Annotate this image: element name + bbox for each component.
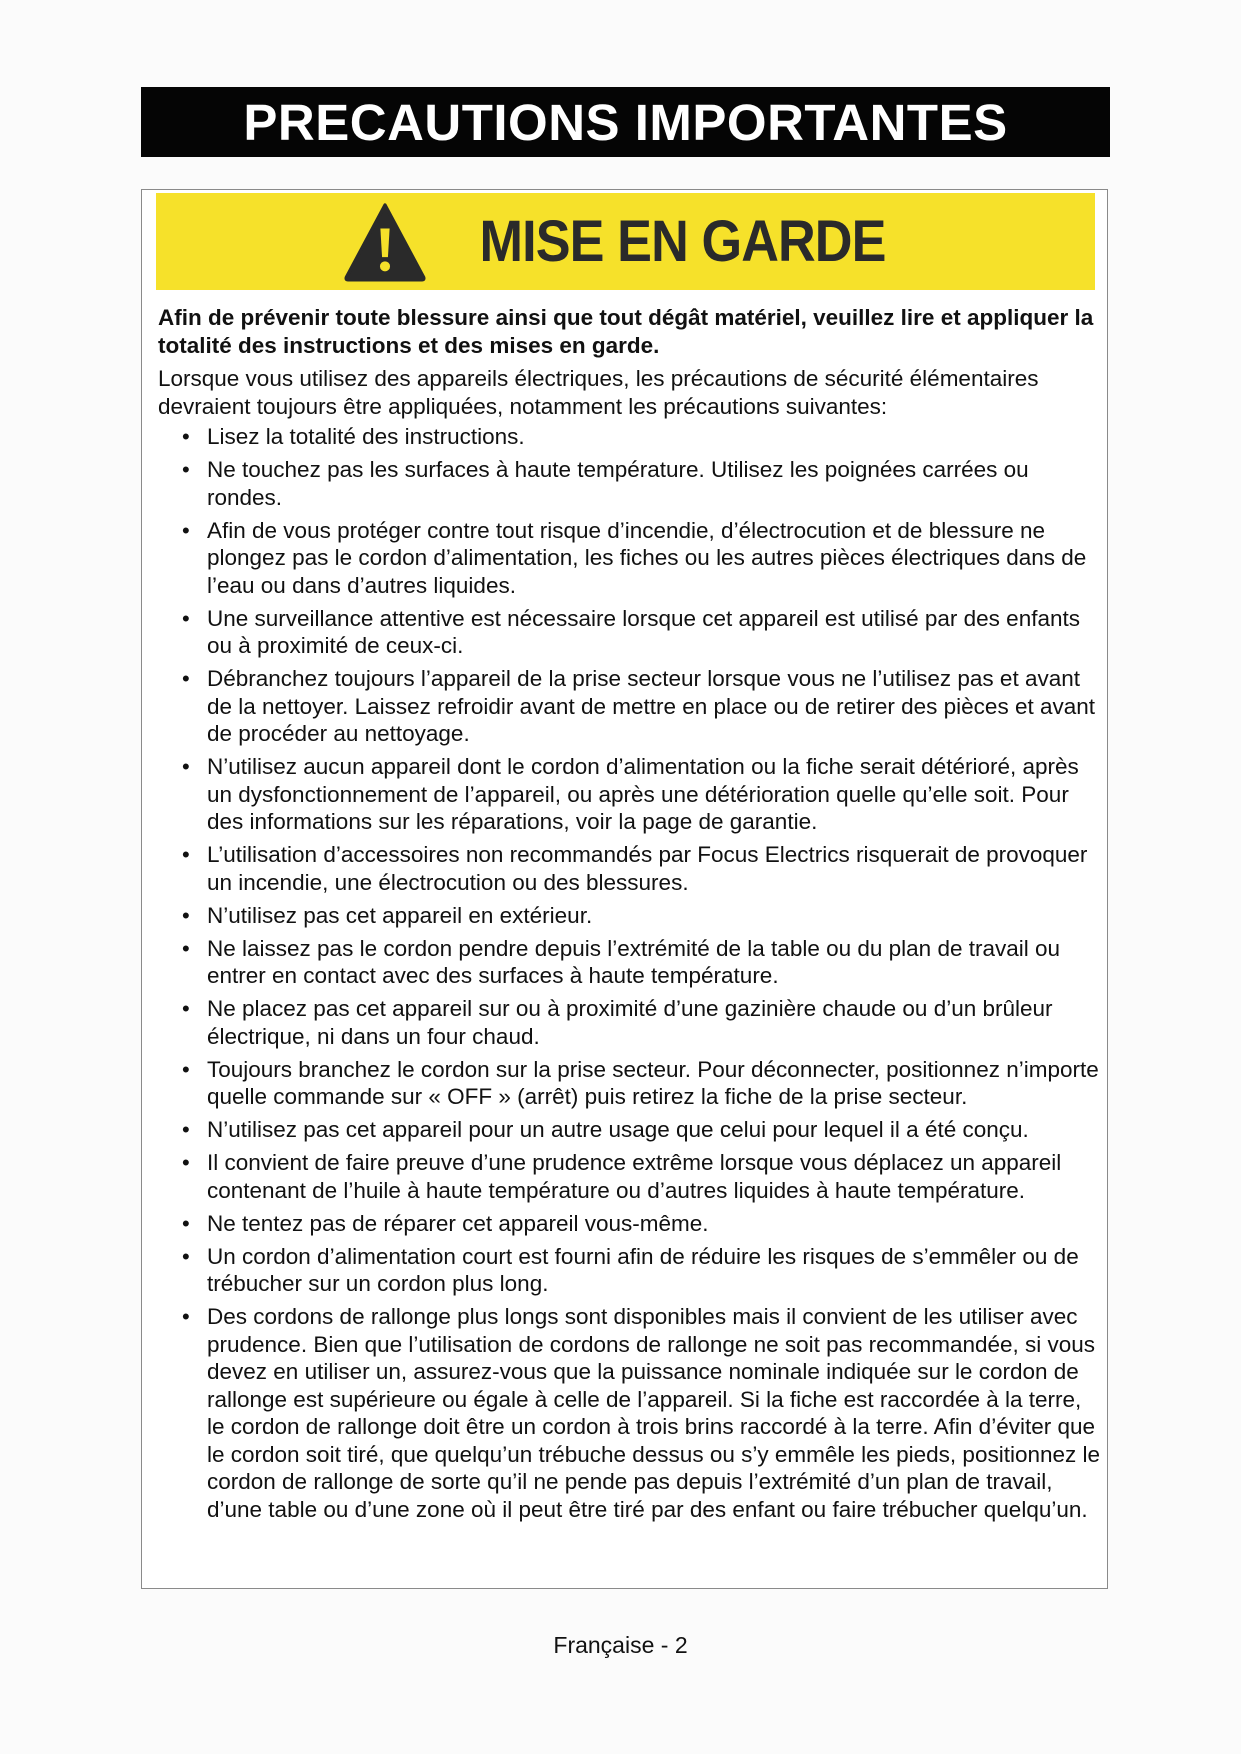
caution-banner [156,193,1095,290]
list-item: • N’utilisez pas cet appareil pour un autre usage que celui pour lequel il a été conçu. [182,1117,1029,1142]
list-item: • Ne placez pas cet appareil sur ou à proximité d’une gazinière chaude ou d’un brûleur électrique, ni dans un four chaud. [182,996,1053,1049]
bullet-icon: • [182,1243,190,1269]
list-item: • Ne touchez pas les surfaces à haute température. Utilisez les poignées carrées ou rondes. [182,457,1029,510]
bullet-icon: • [182,935,190,961]
bullet-icon: • [182,1210,190,1236]
bullet-icon: • [182,1117,190,1142]
list-item: • Débranchez toujours l’appareil de la prise secteur lorsque vous ne l’utilisez pas et avant de la nettoyer. Laissez refroidir avant de mettre en place ou de retirer des pièces et avant de procéder au nettoyage. [182,666,1096,746]
list-item: • Afin de vous protéger contre tout risque d’incendie, d’électrocution et de blessure ne plongez pas le cordon d’alimentation, les fiches ou les autres pièces électriques dans de l’eau ou dans d’autres liquides. [182,517,1087,598]
list-item: • Des cordons de rallonge plus longs sont disponibles mais il convient de les utiliser avec prudence. Bien que l’utilisation de cordons de rallonge ne soit pas recommandée, si vous devez en utiliser un, assurez-vous que la puissance nominale indiquée sur le cordon de rallonge est supérieure ou égale à celle de l’appareil. Si la fiche est raccordée à la terre, le cordon de rallonge doit être un cordon à trois brins raccordé à la terre. Afin d’éviter que le cordon soit tiré, que quelqu’un trébuche dessus ou s’y emmêle les pieds, positionnez le cordon de rallonge de sorte qu’il ne pende pas depuis l’extrémité d’un plan de travail, d’une table ou d’une zone où il peut être tiré par des enfant ou faire trébucher quelqu’un. [182,1304,1101,1522]
bullet-icon: • [182,1056,190,1082]
bullet-icon: • [182,1304,190,1329]
bullet-icon: • [182,1150,190,1175]
list-item: • Une surveillance attentive est nécessaire lorsque cet appareil est utilisé par des enfants ou à proximité de ceux-ci. [182,605,1080,658]
warning-box [141,189,1108,1589]
page-number: Française - 2 [553,1632,688,1658]
warning-content [158,304,1102,1529]
bullet-icon: • [182,666,190,691]
bullet-icon: • [182,842,190,867]
list-item: • Il convient de faire preuve d’une prudence extrême lorsque vous déplacez un appareil contenant de l’huile à haute température ou d’autres liquides à haute température. [182,1150,1062,1203]
warning-triangle-icon [343,200,427,284]
list-item: • L’utilisation d’accessoires non recommandés par Focus Electrics risquerait de provoquer un incendie, une électrocution ou des blessures. [182,842,1088,895]
list-item: • Un cordon d’alimentation court est fourni afin de réduire les risques de s’emmêler ou de trébucher sur un cordon plus long. [182,1243,1079,1296]
page-title: PRECAUTIONS IMPORTANTES [141,87,1110,157]
list-item: • Ne tentez pas de réparer cet appareil vous-même. [182,1210,709,1236]
list-item: • N’utilisez aucun appareil dont le cordon d’alimentation ou la fiche serait détérioré, après un dysfonctionnement de l’appareil, ou après une détérioration quelle qu’elle soit. Pour des informations sur les réparations, voir la page de garantie. [182,754,1079,834]
list-item: • Toujours branchez le cordon sur la prise secteur. Pour déconnecter, positionnez n’importe quelle commande sur « OFF » (arrêt) puis retirez la fiche de la prise secteur. [182,1056,1099,1109]
bullet-icon: • [182,457,190,482]
intro-text: Lorsque vous utilisez des appareils électriques, les précautions de sécurité élémentaires devraient toujours être appliquées, notamment les précautions suivantes: [158,366,1039,419]
list-item: • N’utilisez pas cet appareil en extérieur. [182,902,593,928]
list-item: • Lisez la totalité des instructions. [182,424,525,449]
bullet-icon: • [182,754,190,779]
precautions-list [158,423,1102,1523]
bullet-icon: • [182,517,190,543]
bullet-icon: • [182,902,190,928]
bullet-icon: • [182,424,190,449]
caution-label: MISE EN GARDE [479,209,886,274]
list-item: • Ne laissez pas le cordon pendre depuis l’extrémité de la table ou du plan de travail ou entrer en contact avec des surfaces à haute température. [182,935,1061,988]
bullet-icon: • [182,605,190,631]
bullet-icon: • [182,996,190,1021]
intro-bold-text: Afin de prévenir toute blessure ainsi que tout dégât matériel, veuillez lire et appliquer la totalité des instructions et des mises en garde. [158,305,1094,358]
